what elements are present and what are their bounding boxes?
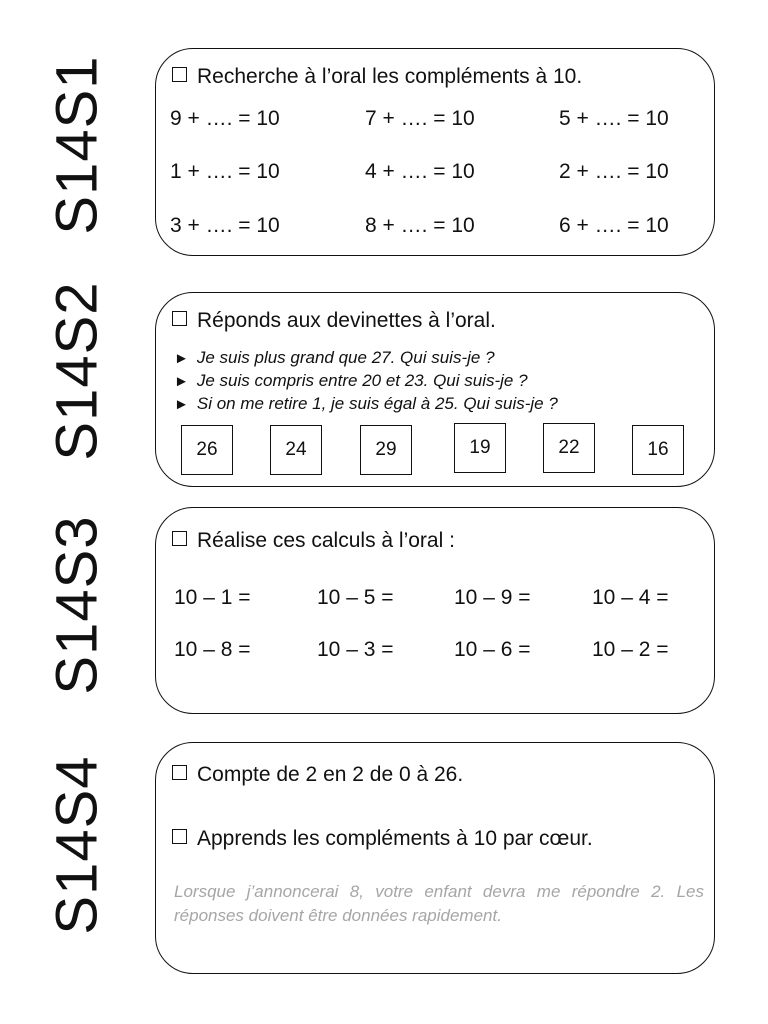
equation: 2 + …. = 10 (559, 160, 669, 183)
checkbox-icon[interactable] (172, 531, 187, 546)
calculation: 10 – 2 = (592, 638, 669, 661)
equation: 6 + …. = 10 (559, 214, 669, 237)
checkbox-icon[interactable] (172, 829, 187, 844)
calculation: 10 – 6 = (454, 638, 531, 661)
calculation: 10 – 5 = (317, 586, 394, 609)
equation: 3 + …. = 10 (170, 214, 280, 237)
checkbox-icon[interactable] (172, 67, 187, 82)
triangle-bullet-icon: ► (174, 373, 189, 390)
instruction-s14s4-counting[interactable]: Compte de 2 en 2 de 0 à 26. (172, 763, 463, 787)
number-box[interactable]: 29 (360, 425, 412, 475)
equation: 9 + …. = 10 (170, 107, 280, 130)
section-card-s14s4 (155, 742, 715, 974)
instruction-s14s3[interactable]: Réalise ces calculs à l’oral : (172, 529, 455, 553)
section-label-s14s3: S14S3 (45, 515, 110, 695)
section-label-s14s4: S14S4 (45, 755, 110, 935)
number-box[interactable]: 19 (454, 423, 506, 473)
section-card-s14s3 (155, 507, 715, 714)
triangle-bullet-icon: ► (174, 396, 189, 413)
checkbox-icon[interactable] (172, 311, 187, 326)
calculation: 10 – 8 = (174, 638, 251, 661)
instruction-s14s2[interactable]: Réponds aux devinettes à l’oral. (172, 309, 496, 333)
parent-note: Lorsque j’annoncerai 8, votre enfant devra me répondre 2. Les réponses doivent être données rapidement. (174, 882, 704, 925)
section-label-s14s2: S14S2 (45, 281, 110, 461)
equation: 5 + …. = 10 (559, 107, 669, 130)
calculation: 10 – 1 = (174, 586, 251, 609)
section-card-s14s1 (155, 48, 715, 256)
section-card-s14s2 (155, 292, 715, 487)
riddle-item: ► Je suis compris entre 20 et 23. Qui suis-je ? (174, 371, 528, 390)
triangle-bullet-icon: ► (174, 350, 189, 367)
equation: 8 + …. = 10 (365, 214, 475, 237)
checkbox-icon[interactable] (172, 765, 187, 780)
number-box[interactable]: 16 (632, 425, 684, 475)
riddle-item: ► Je suis plus grand que 27. Qui suis-je ? (174, 348, 495, 367)
section-label-s14s1: S14S1 (45, 55, 110, 235)
equation: 4 + …. = 10 (365, 160, 475, 183)
instruction-s14s1[interactable]: Recherche à l’oral les compléments à 10. (172, 65, 582, 89)
riddle-item: ► Si on me retire 1, je suis égal à 25. Qui suis-je ? (174, 394, 558, 413)
equation: 1 + …. = 10 (170, 160, 280, 183)
equation: 7 + …. = 10 (365, 107, 475, 130)
number-box[interactable]: 26 (181, 425, 233, 475)
calculation: 10 – 4 = (592, 586, 669, 609)
number-box[interactable]: 24 (270, 425, 322, 475)
calculation: 10 – 9 = (454, 586, 531, 609)
number-box[interactable]: 22 (543, 423, 595, 473)
calculation: 10 – 3 = (317, 638, 394, 661)
instruction-s14s4-complements[interactable]: Apprends les compléments à 10 par cœur. (172, 827, 593, 851)
